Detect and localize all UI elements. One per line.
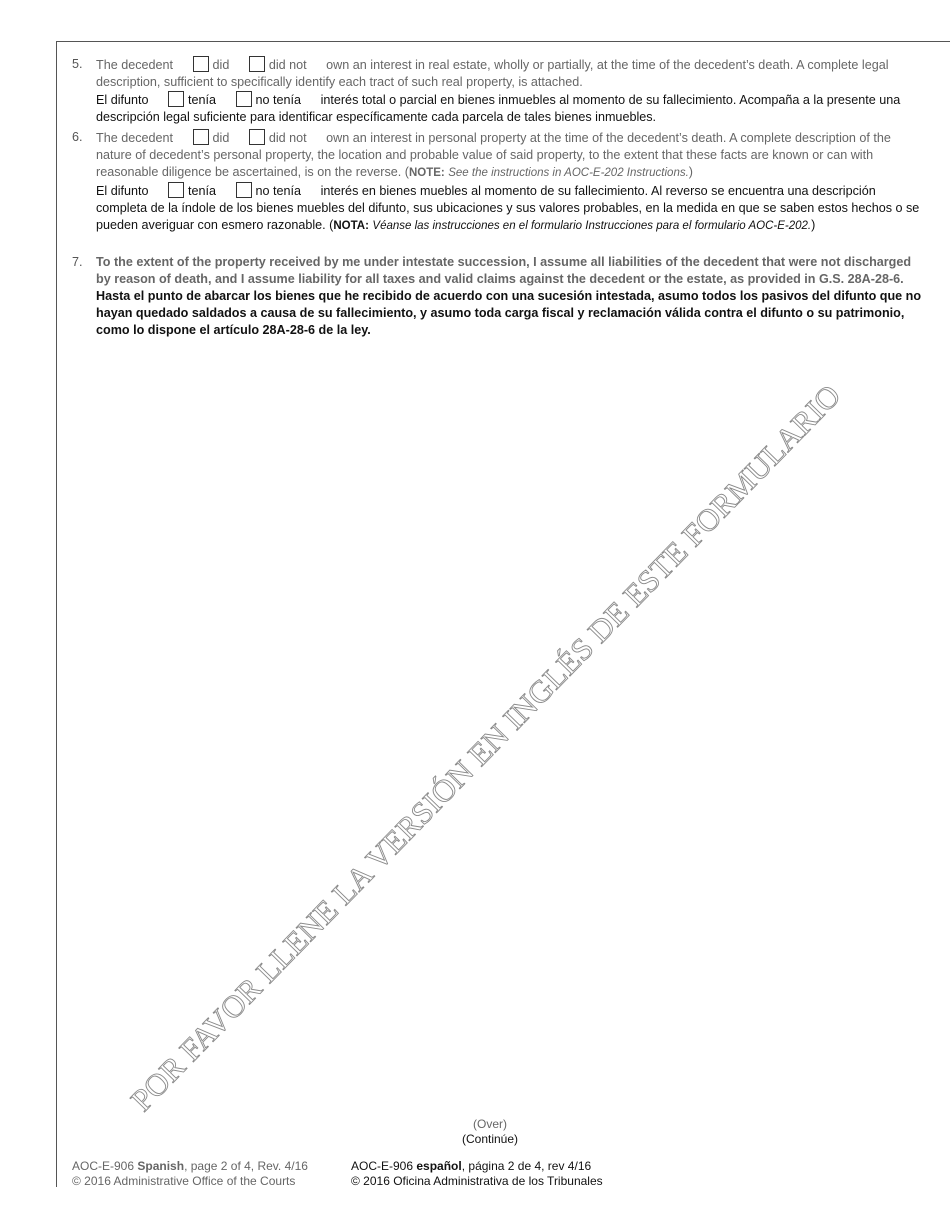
item-6-spanish: El difunto tenía no tenía interés en bienes muebles al momento de su fallecimiento. Al reverso se encuentra una descripción completa de la índole de los bienes muebles del difunto, sus ubicaciones y sus valores probables, en la medida en que se saben estos hechos o se pueden averiguar con esmero razonable. (NOTA: Véanse las instrucciones en el formulario Instrucciones para el formulario AOC-E-202.) [96,184,920,232]
page-border-left [56,41,57,1187]
item-7 [72,254,927,339]
did-checkbox[interactable] [193,56,209,72]
item-6-english: The decedent did did not own an interest in personal property at the time of the decedent’s death. A complete description of the nature of decedent’s personal property, the location and probable value of said property, to the extent that these facts are known or can with reasonable diligence be ascertained, is on the reverse. (NOTE: See the instructions in AOC-E-202 Instructions.) [96,131,891,179]
continue-label: (Continúe) [461,1132,519,1146]
no-tenia-checkbox[interactable] [236,91,252,107]
did-checkbox[interactable] [193,129,209,145]
nota-label: NOTA: [333,220,369,232]
item-6 [72,129,927,235]
tenia-checkbox[interactable] [168,182,184,198]
item-5 [72,56,927,126]
did-not-checkbox[interactable] [249,56,265,72]
item-5-spanish: El difunto tenía no tenía interés total o parcial en bienes inmuebles al momento de su fallecimiento. Acompaña a la presente una descripción legal suficiente para identificar específicamente cada parcela de tales bienes inmuebles. [96,93,901,124]
note-text: See the instructions in AOC-E-202 Instructions. [448,167,689,179]
item-number: 5. [72,57,83,71]
item-number: 6. [72,130,83,144]
no-tenia-checkbox[interactable] [236,182,252,198]
footer-spanish: AOC-E-906 español, página 2 de 4, rev 4/16 © 2016 Oficina Administrativa de los Tribunales [351,1159,603,1188]
watermark-text: POR FAVOR LLENE LA VERSIÓN EN INGLÉS DE ESTE FORMULARIO [123,397,828,1118]
footer-english: AOC-E-906 Spanish, page 2 of 4, Rev. 4/16 © 2016 Administrative Office of the Courts [72,1159,308,1188]
item-number: 7. [72,255,83,269]
item-7-spanish: Hasta el punto de abarcar los bienes que he recibido de acuerdo con una sucesión intestada, asumo todos los pasivos del difunto que no hayan quedado saldados a causa de su fallecimiento, y asumo toda carga fiscal y reclamación válida contra el difunto o su patrimonio, como lo dispone el artículo 28A-28-6 de la ley. [96,289,922,337]
item-5-english: The decedent did did not own an interest in real estate, wholly or partially, at the time of the decedent’s death. A complete legal description, sufficient to specifically identify each tract of such real property, is attached. [96,58,889,89]
did-not-checkbox[interactable] [249,129,265,145]
nota-text: Véanse las instrucciones en el formulario Instrucciones para el formulario AOC-E-202. [372,220,812,232]
tenia-checkbox[interactable] [168,91,184,107]
item-7-english: To the extent of the property received by me under intestate succession, I assume all liabilities of the decedent that were not discharged by reason of death, and I assume liability for all taxes and valid claims against the decedent or the estate, as provided in G.S. 28A-28-6. [96,255,912,286]
over-label: (Over) [473,1117,507,1131]
note-label: NOTE: [408,167,445,179]
page-border-top [56,41,950,42]
